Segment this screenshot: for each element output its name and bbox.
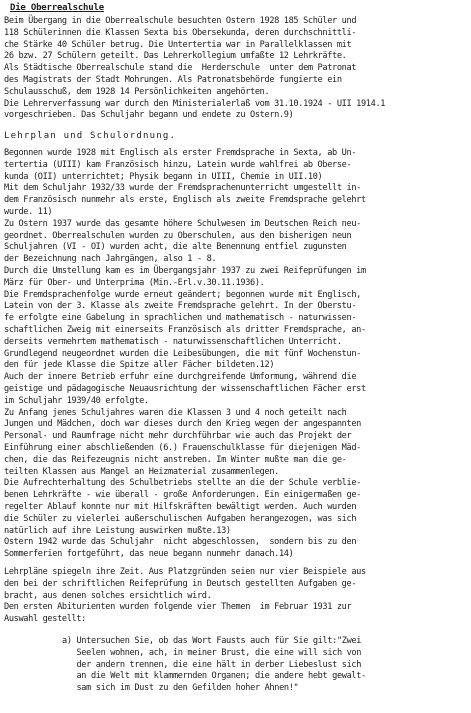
intro-paragraph: [4, 16, 468, 122]
text-line: schaftlichen Zweig mit einerseits Französisch als dritter Fremdsprache, an-: [4, 324, 366, 335]
text-line: kunda (OII) unterrichtet; Physik begann in UIII, Chemie in UII.10): [4, 171, 323, 182]
text-line: Als Städtische Oberrealschule stand die Herderschule unter dem Patronat: [4, 63, 357, 74]
text-line: Personal- und Raumfrage nicht mehr durchführbar wie auch das Projekt der: [4, 431, 352, 442]
text-line: März für Ober- und Unterprima (Min.-Erl.v.30.11.1936).: [4, 277, 265, 288]
text-line: Den ersten Abiturienten wurden folgende vier Themen im Februar 1931 zur: [4, 602, 352, 613]
text-line: Jungen und Mädchen, doch war dieses durch den Krieg wegen der angespannten: [4, 419, 361, 430]
text-line: benen Lehrkräfte - wie überall - große Anforderungen. Ein einigermaßen ge-: [4, 490, 361, 501]
text-line: geistige und pädagogische Neuausrichtung der wissenschaftlichen Fächer erst: [4, 383, 366, 394]
body-text: [4, 148, 468, 561]
quote-block: [4, 636, 471, 695]
text-line: den bei der schriftlichen Reifeprüfung in Deutsch gestellten Aufgaben ge-: [4, 578, 357, 589]
text-line: sam sich im Dust zu den Gefilden hoher Ahnen!": [62, 683, 299, 694]
text-line: Grundlegend neugeordnet wurden die Leibesübungen, die mit fünf Wochenstun-: [4, 348, 361, 359]
text-line: regelter Ablauf konnte nur mit Hilfskräften bewältigt werden. Auch wurden: [4, 501, 357, 512]
text-line: den für jede Klasse die Spitze aller Fächer bildeten.12): [4, 360, 275, 371]
text-line: Latein von der 3. Klasse als zweite Fremdsprache gelehrt. In der Oberstu-: [4, 301, 357, 312]
text-line: tertertia (UIII) kam Französisch hinzu, Latein wurde wahlfrei ab Oberse-: [4, 159, 352, 170]
text-line: Auch der innere Betrieb erfuhr eine durchgreifende Umformung, während die: [4, 372, 357, 383]
text-line: Sommerferien fortgeführt, das neue begann nunmehr danach.14): [4, 549, 294, 560]
text-line: Zu Anfang jenes Schuljahres waren die Klassen 3 und 4 noch geteilt nach: [4, 407, 347, 418]
text-line: derseits vermehrtem mathematisch - naturwissenschaftlichen Unterricht.: [4, 336, 342, 347]
text-line: Durch die Umstellung kam es im Übergangsjahr 1937 zu zwei Reifeprüfungen im: [4, 265, 366, 276]
closing-paragraph: [4, 567, 468, 626]
text-line: Die Lehrerverfassung war durch den Ministerialerlaß vom 31.10.1924 - UII 1914.1: [4, 98, 386, 109]
text-line: che Stärke 40 Schüler betrug. Die Untertertia war in Parallelklassen mit: [4, 39, 352, 50]
text-line: Schulausschuß, dem 1928 14 Persönlichkeiten angehörten.: [4, 86, 270, 97]
text-line: 26 bzw. 27 Schülern geteilt. Das Lehrerkollegium umfaßte 12 Lehrkräfte.: [4, 51, 347, 62]
text-line: Ostern 1942 wurde das Schuljahr nicht abgeschlossen, sondern bis zu den: [4, 537, 357, 548]
text-line: Seelen wohnen, ach, in meiner Brust, die eine will sich von: [62, 647, 362, 658]
text-line: Einführung einer abschließenden (6.) Frauenschulklasse für diejenigen Mäd-: [4, 442, 361, 453]
text-line: Beim Übergang in die Oberrealschule besuchten Ostern 1928 185 Schüler und: [4, 16, 357, 26]
text-line: vorgeschrieben. Das Schuljahr begann und endete zu Ostern.9): [4, 110, 294, 121]
text-line: an die Welt mit klammernden Organen; die andere hebt gewalt-: [62, 671, 366, 682]
section-title: Lehrplan und Schulordnung.: [4, 131, 177, 141]
text-line: die Schüler zu vielerlei außerschulischen Aufgaben herangezogen, was sich: [4, 513, 357, 524]
text-line: 118 Schülerinnen die Klassen Sexta bis Obersekunda, deren durchschnittli-: [4, 27, 357, 38]
text-line: der andern trennen, die eine hält in derber Liebeslust sich: [62, 659, 362, 670]
text-line: Mit dem Schuljahr 1932/33 wurde der Fremdsprachenunterricht umgestellt in-: [4, 183, 361, 194]
text-line: Auswahl gestellt:: [4, 614, 87, 625]
text-line: Zu Ostern 1937 wurde das gesamte höhere Schulwesen im Deutschen Reich neu-: [4, 218, 361, 229]
text-line: chen, die das Reifezeugnis nicht anstreben. Im Winter mußte man die ge-: [4, 454, 347, 465]
text-line: a) Untersuchen Sie, ob das Wort Fausts auch für Sie gilt:"Zwei: [62, 636, 362, 646]
text-line: fe erfolgte eine Gabelung in sprachlichen und mathematisch - naturwissen-: [4, 313, 357, 324]
text-line: Die Aufrechterhaltung des Schulbetriebs stellte an die der Schule verblie-: [4, 478, 361, 489]
text-line: des Magistrats der Stadt Mohrungen. Als Patronatsbehörde fungierte ein: [4, 74, 342, 85]
text-line: wurde. 11): [4, 206, 53, 217]
text-line: der Bezeichnung nach Jahrgängen, also 1 - 8.: [4, 254, 217, 265]
section-heading: Die Oberrealschule: [10, 3, 104, 13]
text-line: natürlich auf ihre Leistung auswirken mußte.13): [4, 525, 231, 536]
text-line: Lehrpläne spiegeln ihre Zeit. Aus Platzgründen seien nur vier Beispiele aus: [4, 567, 366, 577]
text-line: Die Fremdsprachenfolge wurde erneut geändert; begonnen wurde mit Englisch,: [4, 289, 361, 300]
text-line: dem Französisch nunmehr als erste, Englisch als zweite Fremdsprache gelehrt: [4, 195, 366, 206]
text-line: geordnet. Oberrealschulen wurden zu Oberschulen, aus den bisherigen neun: [4, 230, 352, 241]
text-line: Begonnen wurde 1928 mit Englisch als erster Fremdsprache in Sexta, ab Un-: [4, 148, 357, 158]
text-line: im Schuljahr 1939/40 erfolgte.: [4, 395, 149, 406]
text-line: bracht, aus denen solches ersichtlich wird.: [4, 590, 212, 601]
text-line: Schuljahren (VI - OI) wurden acht, die alte Benennung entfiel zugunsten: [4, 242, 347, 253]
text-line: teilten Klassen aus Mangel an Heizmaterial zusammenlegen.: [4, 466, 279, 477]
